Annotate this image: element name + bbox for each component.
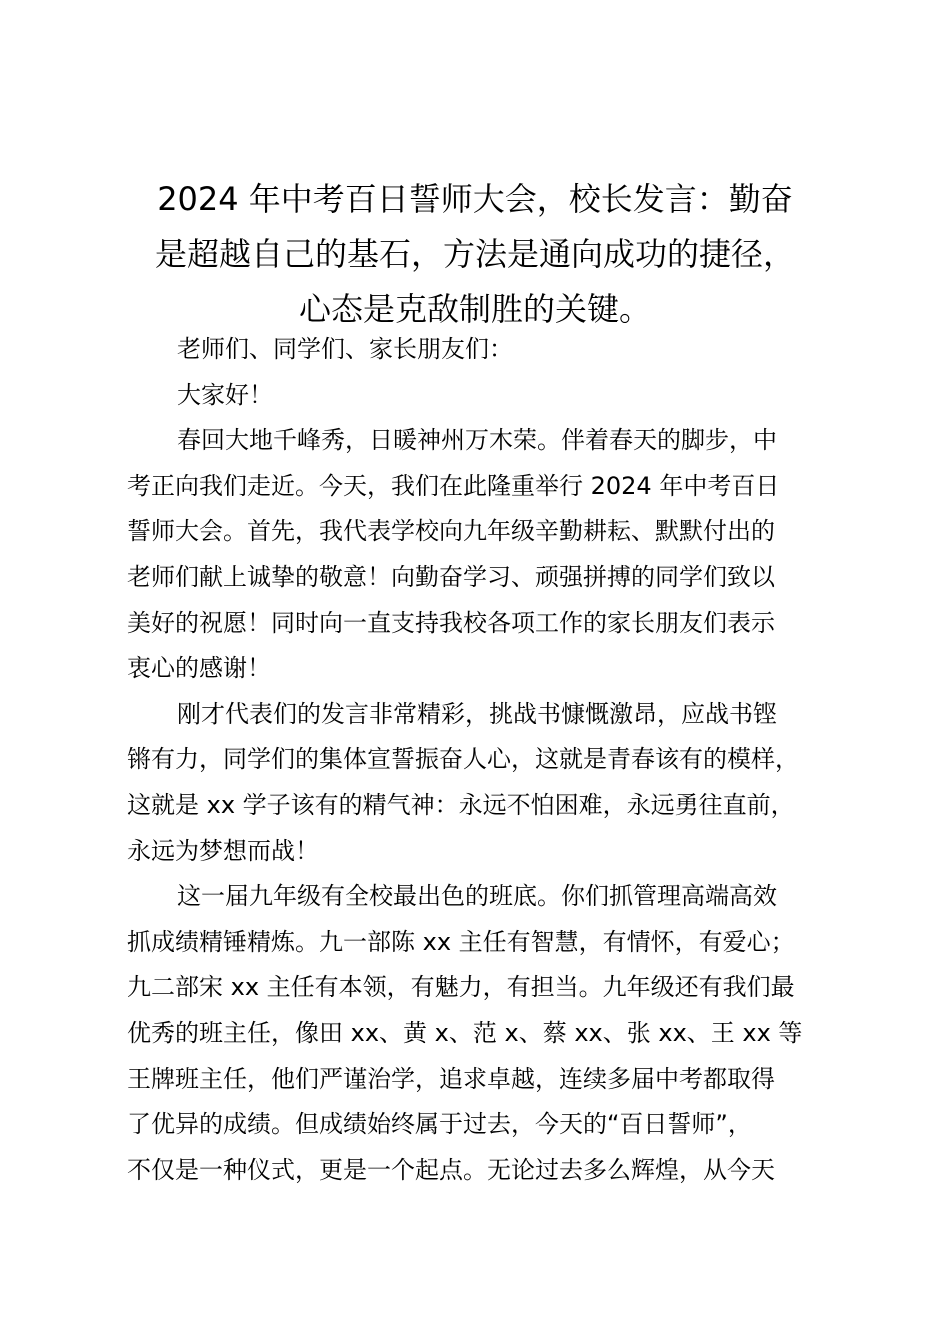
body-paragraph bbox=[127, 874, 839, 1193]
text-line: 美好的祝愿！同时向一直支持我校各项工作的家长朋友们表示 bbox=[127, 608, 775, 637]
text-line: 誓师大会。首先，我代表学校向九年级辛勤耕耘、默默付出的 bbox=[127, 517, 775, 546]
text-line: 王牌班主任，他们严谨治学，追求卓越，连续多届中考都取得 bbox=[127, 1064, 775, 1093]
text-line: 九二部宋 xx 主任有本领，有魅力，有担当。九年级还有我们最 bbox=[127, 973, 795, 1002]
salutation-paragraph bbox=[127, 327, 839, 373]
text-line: 刚才代表们的发言非常精彩，挑战书慷慨激昂，应战书铿 bbox=[177, 699, 777, 728]
text-line: 优秀的班主任，像田 xx、黄 x、范 x、蔡 xx、张 xx、王 xx 等 bbox=[127, 1018, 803, 1047]
title-line: 2024 年中考百日誓师大会，校长发言：勤奋 bbox=[157, 180, 793, 218]
text-line: 春回大地千峰秀，日暖神州万木荣。伴着春天的脚步，中 bbox=[177, 426, 777, 455]
text-line: 考正向我们走近。今天，我们在此隆重举行 2024 年中考百日 bbox=[127, 471, 780, 500]
body-paragraph bbox=[127, 418, 839, 692]
text-line: 不仅是一种仪式，更是一个起点。无论过去多么辉煌，从今天 bbox=[127, 1155, 775, 1184]
text-line: 这就是 xx 学子该有的精气神：永远不怕困难，永远勇往直前， bbox=[127, 790, 795, 819]
text-line: 永远为梦想而战！ bbox=[127, 836, 319, 865]
text-line: 这一届九年级有全校最出色的班底。你们抓管理高端高效 bbox=[177, 882, 777, 911]
text-line: 锵有力，同学们的集体宣誓振奋人心，这就是青春该有的模样， bbox=[127, 745, 799, 774]
text-line: 老师们、同学们、家长朋友们： bbox=[177, 335, 513, 363]
text-line: 抓成绩精锤精炼。九一部陈 xx 主任有智慧，有情怀，有爱心； bbox=[127, 927, 795, 956]
text-line: 衷心的感谢！ bbox=[127, 654, 271, 683]
text-line: 大家好！ bbox=[177, 380, 273, 409]
greeting-paragraph bbox=[127, 373, 839, 419]
text-line: 老师们献上诚挚的敬意！向勤奋学习、顽强拼搏的同学们致以 bbox=[127, 562, 775, 591]
title-line: 是超越自己的基石，方法是通向成功的捷径， bbox=[154, 235, 795, 273]
body-paragraph bbox=[127, 692, 839, 874]
text-line: 了优异的成绩。但成绩始终属于过去，今天的“百日誓师”， bbox=[127, 1110, 752, 1139]
document-body bbox=[127, 327, 839, 1193]
title-line: 心态是克敌制胜的关键。 bbox=[298, 290, 651, 328]
document-title bbox=[120, 172, 830, 337]
